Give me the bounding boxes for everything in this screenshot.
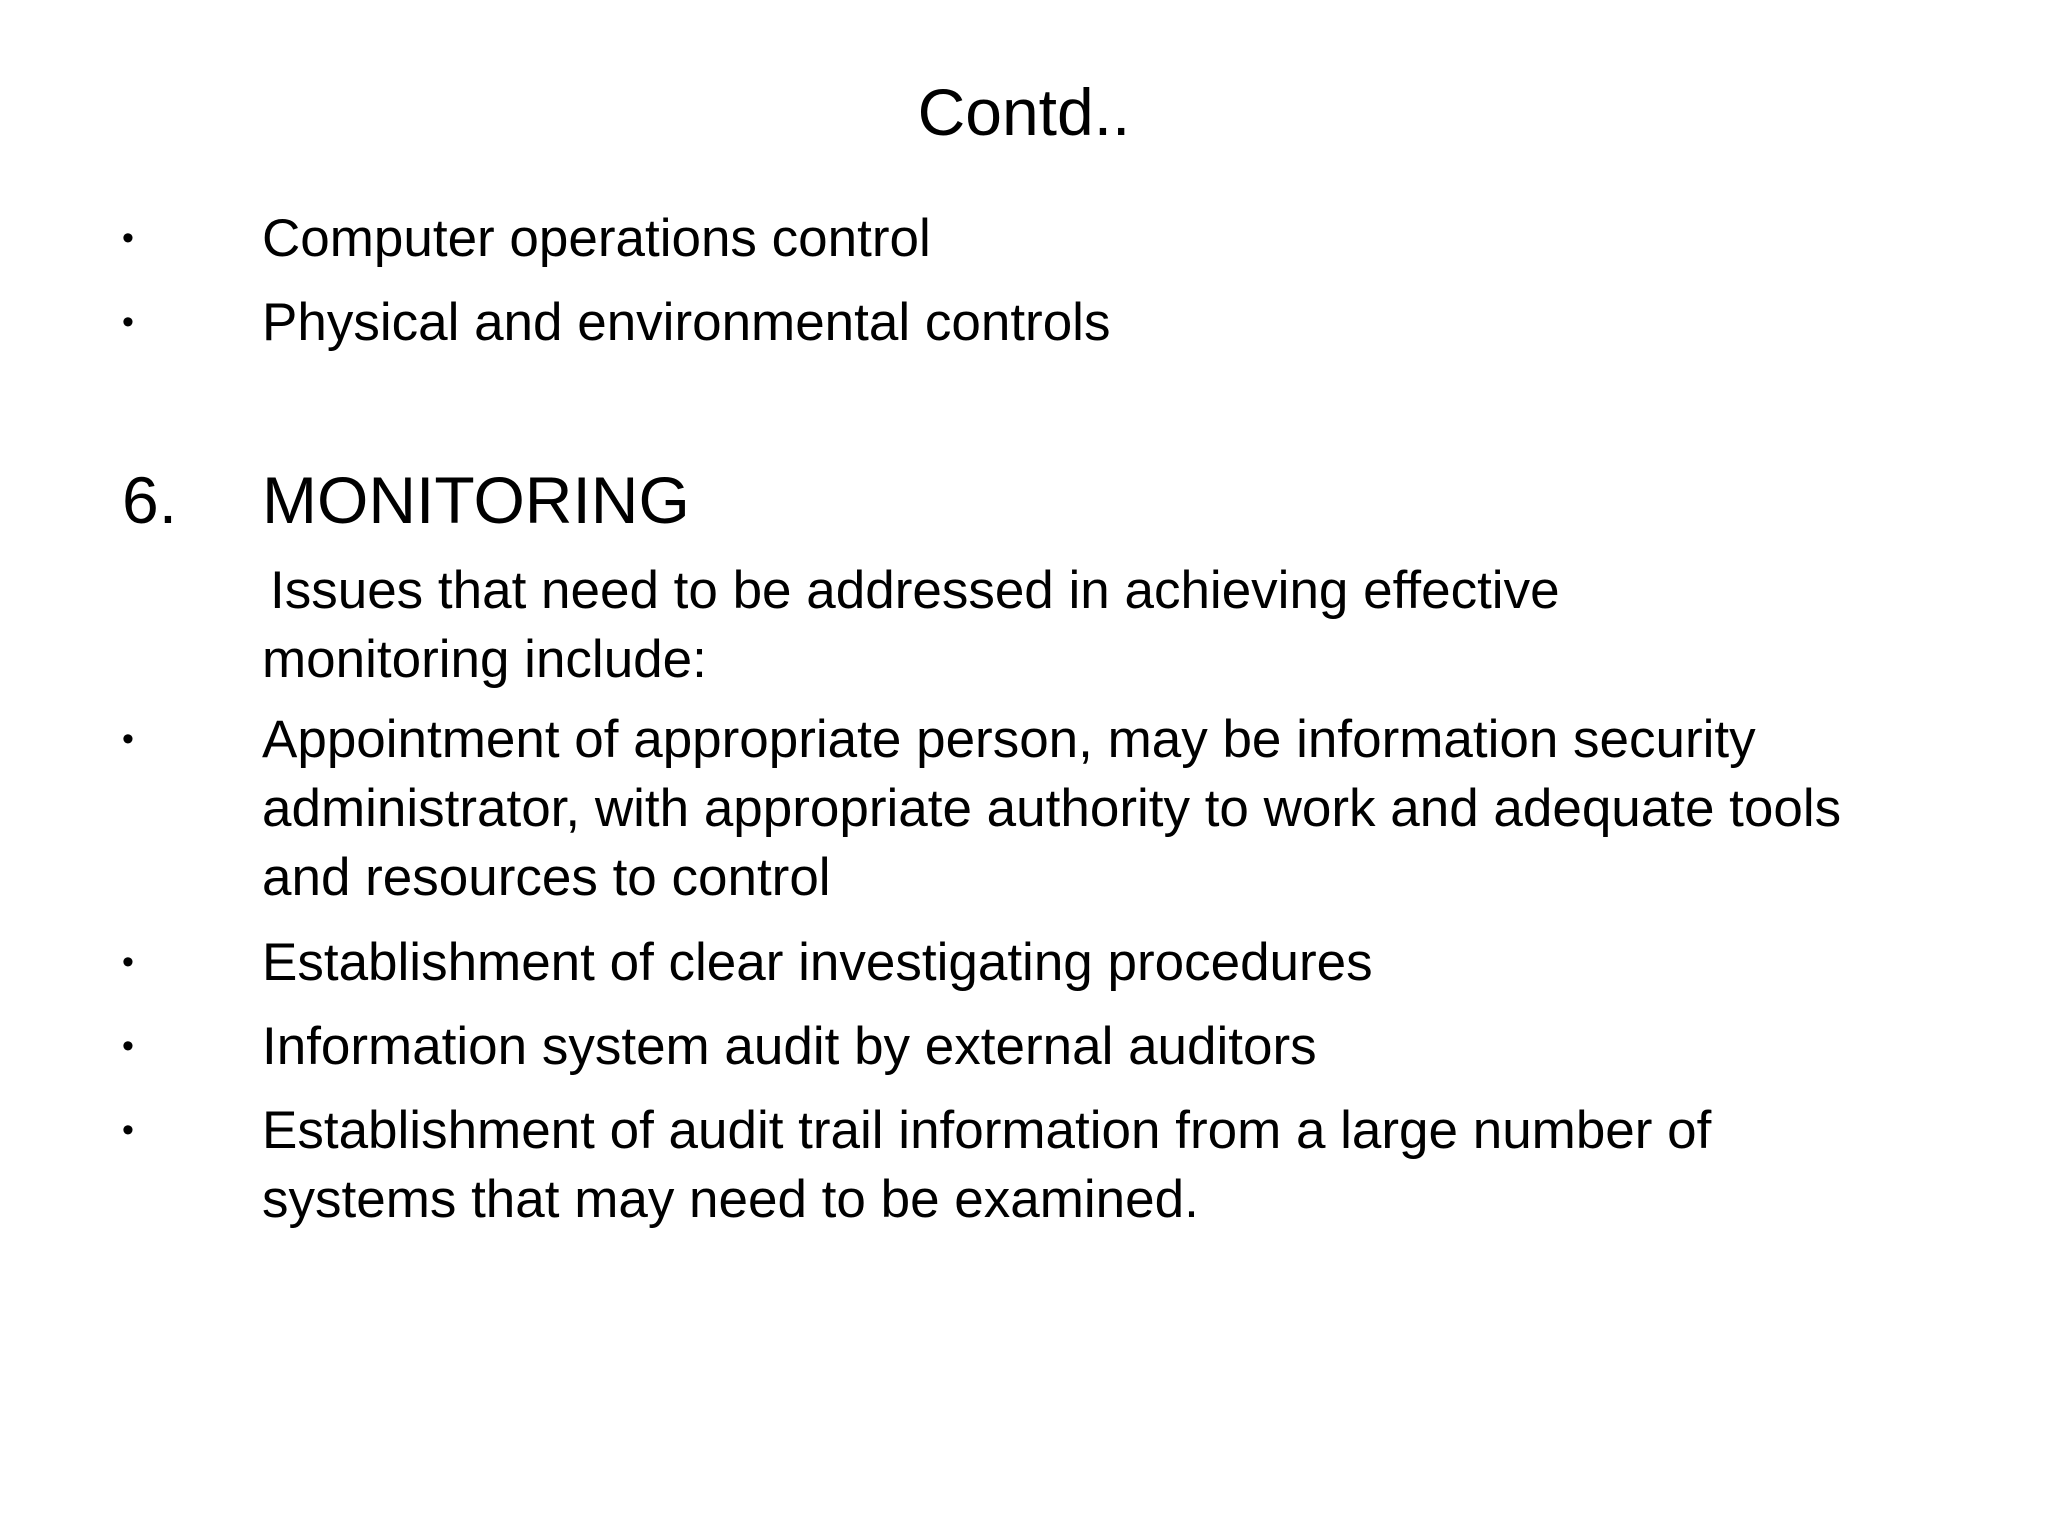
bullet-text: Appointment of appropriate person, may be information security administrator, with appropriate authority to work and adequate tools and resources to control — [262, 710, 1842, 907]
section-number: 6. — [122, 463, 178, 537]
section-intro: Issues that need to be addressed in achieving effective monitoring include: — [262, 561, 1560, 689]
bullet-icon: • — [122, 1111, 134, 1149]
bullet-icon: • — [122, 1027, 134, 1065]
section-title: MONITORING — [262, 463, 690, 537]
slide-title: Contd.. — [917, 75, 1131, 149]
bullet-icon: • — [122, 720, 134, 758]
bullet-text: Physical and environmental controls — [262, 293, 1111, 352]
bullet-text: Establishment of audit trail information from a large number of systems that may need to be examined. — [262, 1101, 1712, 1229]
bullet-icon: • — [122, 219, 134, 257]
bullet-text: Computer operations control — [262, 209, 931, 268]
bullet-icon: • — [122, 303, 134, 341]
bullet-text: Information system audit by external auditors — [262, 1017, 1317, 1076]
bullet-text: Establishment of clear investigating procedures — [262, 933, 1373, 992]
bullet-icon: • — [122, 943, 134, 981]
